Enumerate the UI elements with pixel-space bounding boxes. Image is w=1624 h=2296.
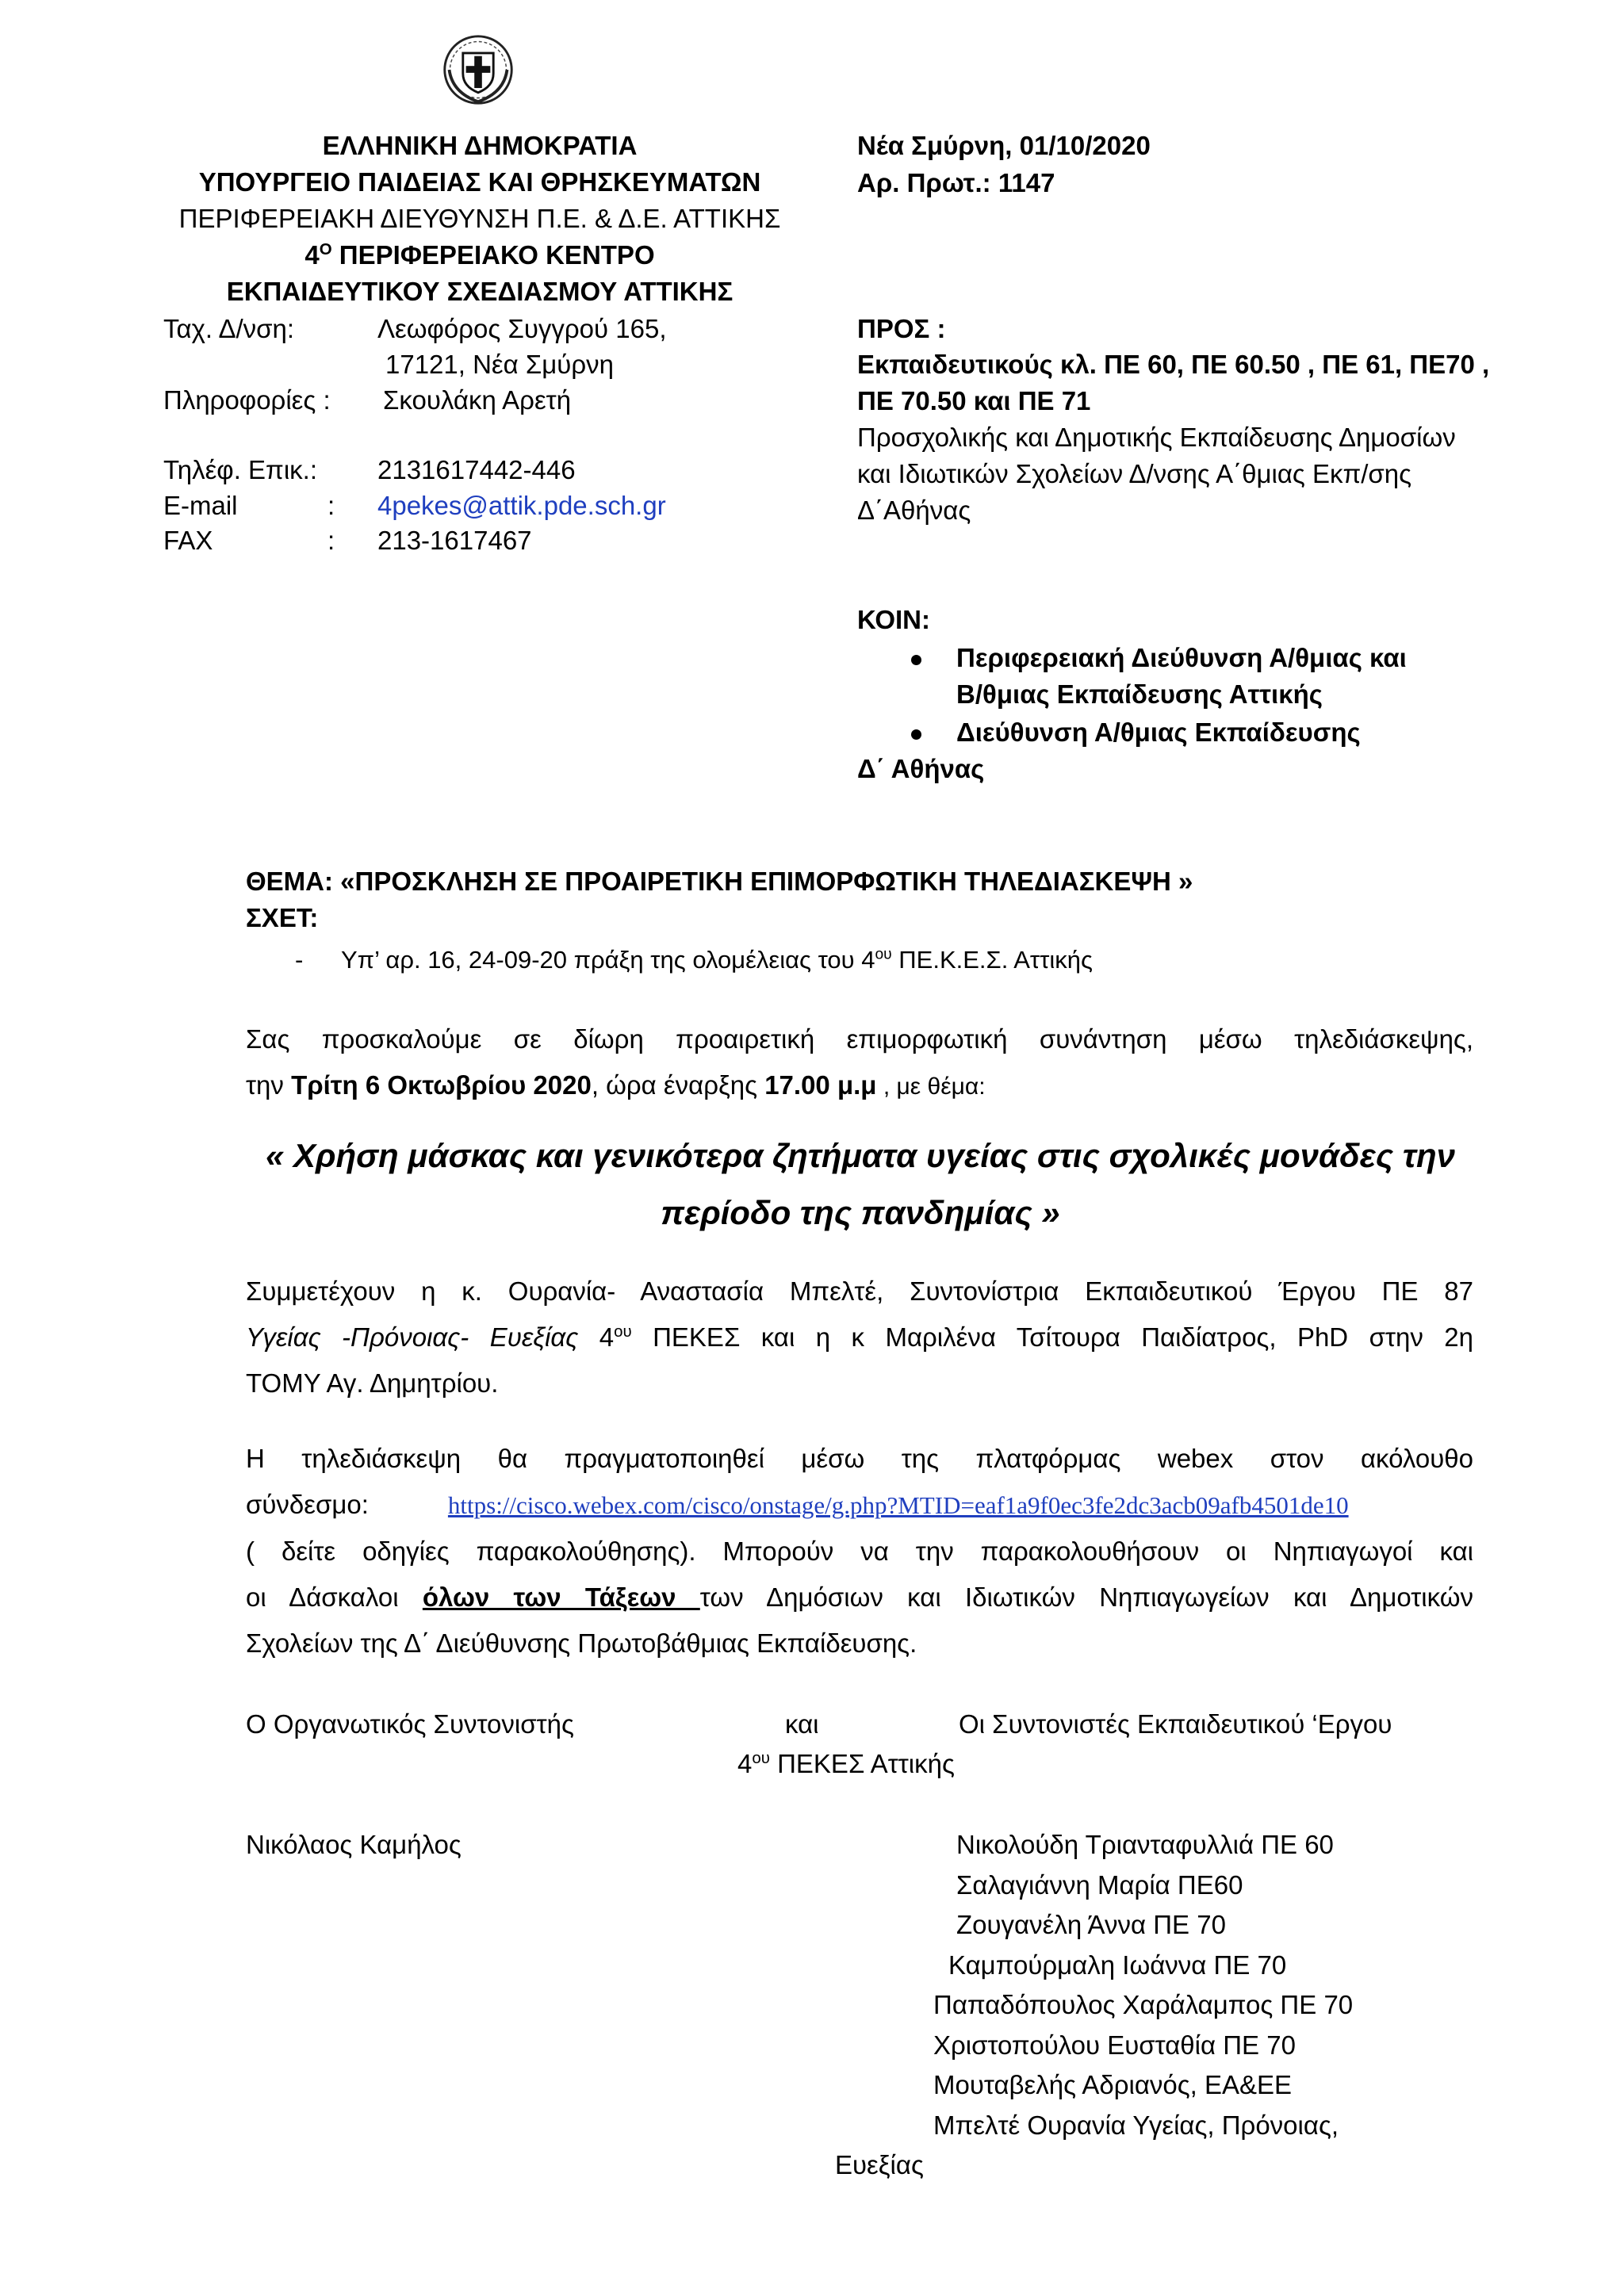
fax-colon: : [327,526,335,555]
webinar-title-line1: « Χρήση μάσκας και γενικότερα ζητήματα υγείας στις σχολικές μονάδες την [265,1137,1456,1174]
coordinator-name-8-cont: Ευεξίας [835,2150,924,2179]
participants-c: ΠΕΚΕΣ και η κ Μαριλένα Τσίτουρα Παιδίατρος, PhD στην 2η [631,1322,1473,1352]
coordinator-title: Ο Οργανωτικός Συντονιστής [246,1709,574,1739]
subject-label: ΘΕΜΑ [246,867,324,896]
reference-label: ΣΧΕΤ: [246,903,319,932]
invitation-c: , με θέμα: [876,1073,986,1100]
info-label: Πληροφορίες : [163,385,331,415]
coordinator-name: Νικόλαος Καμήλος [246,1830,462,1859]
cc-item2-cont: Δ΄ Αθήνας [857,754,985,783]
country-name: ΕΛΛΗΝΙΚΗ ΔΗΜΟΚΡΑΤΙΑ [322,131,638,160]
greek-emblem-icon [440,32,516,108]
fax-value: 213-1617467 [377,526,532,555]
reference-dash: - [295,946,304,974]
platform-link-label: σύνδεσμο: [246,1490,369,1519]
coordinator-name-4: Καμπούρμαλη Ιωάννα ΠΕ 70 [948,1950,1287,1980]
place-date: Νέα Σμύρνη, 01/10/2020 [857,131,1151,160]
coordinator-name-8: Μπελτέ Ουρανία Υγείας, Πρόνοιας, [933,2110,1339,2140]
pekes-text: ΠΕΚΕΣ Αττικής [769,1749,955,1778]
pekes-number: 4 [737,1749,753,1778]
coordinator-name-1: Νικολούδη Τριανταφυλλιά ΠΕ 60 [956,1830,1334,1859]
bullet-icon [911,729,921,740]
platform-link-line [246,1482,1473,1529]
invitation-day: Τρίτη 6 Οκτωβρίου 2020 [291,1070,592,1100]
to-label: ΠΡΟΣ : [857,314,946,343]
email-label: E-mail [163,491,238,520]
coordinator-name-7: Μουταβελής Αδριανός, ΕΑ&ΕΕ [933,2070,1293,2099]
participants-role: Υγείας -Πρόνοιας- Ευεξίας [246,1322,579,1352]
participants-line1: Συμμετέχουν η κ. Ουρανία- Αναστασία Μπελτέ, Συντονίστρια Εκπαιδευτικού Έργου ΠΕ 87 [246,1276,1473,1306]
participants-line3: ΤΟΜΥ Αγ. Δημητρίου. [246,1368,499,1398]
to-line1: Εκπαιδευτικούς κλ. ΠΕ 60, ΠΕ 60.50 , ΠΕ 61, ΠΕ70 , [857,350,1490,379]
reference-text-b: ΠΕ.Κ.Ε.Σ. Αττικής [891,946,1093,974]
invitation-line1: Σας προσκαλούμε σε δίωρη προαιρετική επιμορφωτική συνάντηση μέσω τηλεδιάσκεψης, [246,1024,1473,1054]
reference-ordinal: ου [875,946,892,963]
center-number: 4 [304,240,320,270]
platform-paragraph [246,1436,1473,1667]
center-name-line2: ΕΚΠΑΙΔΕΥΤΙΚΟΥ ΣΧΕΔΙΑΣΜΟΥ ΑΤΤΙΚΗΣ [226,277,733,306]
participants-ordinal: ου [614,1322,632,1341]
participants-b: 4 [578,1322,615,1352]
bullet-icon [911,655,921,665]
protocol-number: Αρ. Πρωτ.: 1147 [857,168,1055,197]
info-value: Σκουλάκη Αρετή [383,385,572,415]
invitation-line2 [246,1062,1473,1110]
coordinator-name-2: Σαλαγιάννη Μαρία ΠΕ60 [956,1870,1243,1900]
invitation-a: την [246,1070,292,1100]
center-line1: ΠΕΡΙΦΕΡΕΙΑΚΟ ΚΕΝΤΡΟ [331,240,655,270]
coordinator-name-5: Παπαδόπουλος Χαράλαμπος ΠΕ 70 [933,1990,1354,2019]
invitation-time: 17.00 μ.μ [764,1070,877,1100]
coordinator-name-6: Χριστοπούλου Ευσταθία ΠΕ 70 [933,2030,1296,2060]
center-name [163,239,797,271]
cc-item1-line2: Β/θμιας Εκπαίδευσης Αττικής [956,679,1323,709]
to-line3: Προσχολικής και Δημοτικής Εκπαίδευσης Δημοσίων [857,423,1456,452]
coordinators-title: Οι Συντονιστές Εκπαιδευτικού ‘Εργου [959,1709,1392,1739]
subject-line [246,866,1193,897]
platform-line1: Η τηλεδιάσκεψη θα πραγματοποιηθεί μέσω της πλατφόρμας webex στον ακόλουθο [246,1444,1473,1473]
platform-line5: Σχολείων της Δ΄ Διεύθυνσης Πρωτοβάθμιας Εκπαίδευσης. [246,1628,917,1658]
address-label: Ταχ. Δ/νση: [163,314,295,343]
and-word: και [785,1709,819,1739]
center-ordinal: Ο [319,240,332,258]
invitation-paragraph [246,1016,1473,1110]
phone-value: 2131617442-446 [377,455,576,484]
address-line1: Λεωφόρος Συγγρού 165, [377,314,667,343]
email-link[interactable]: 4pekes@attik.pde.sch.gr [377,491,666,520]
cc-item1-line1: Περιφερειακή Διεύθυνση Α/θμιας και [956,643,1407,672]
email-colon: : [327,491,335,520]
participants-paragraph [246,1269,1473,1406]
pekes-ordinal: ου [752,1749,770,1767]
coordinator-name-3: Ζουγανέλη Άννα ΠΕ 70 [956,1910,1226,1939]
to-line4: και Ιδιωτικών Σχολείων Δ/νσης Α΄θμιας Εκπ/σης [857,459,1412,488]
platform-line3: ( δείτε οδηγίες παρακολούθησης). Μπορούν να την παρακολουθήσουν οι Νηπιαγωγοί και [246,1536,1473,1566]
directorate-name: ΠΕΡΙΦΕΡΕΙΑΚΗ ΔΙΕΥΘΥΝΣΗ Π.Ε. & Δ.Ε. ΑΤΤΙΚΗΣ [178,204,781,233]
webex-link[interactable]: https://cisco.webex.com/cisco/onstage/g.php?MTID=eaf1a9f0ec3fe2dc3acb09afb4501de10 [447,1491,1349,1519]
to-line5: Δ΄Αθήνας [857,496,971,525]
invitation-b: , ώρα έναρξης [591,1070,765,1100]
reference-text [341,945,1093,974]
to-line2: ΠΕ 70.50 και ΠΕ 71 [857,386,1091,415]
platform-line4 [246,1575,1473,1621]
platform-b: των Δημόσιων και Ιδιωτικών Νηπιαγωγείων και Δημοτικών [699,1582,1473,1612]
cc-label: ΚΟΙΝ: [857,605,930,634]
platform-all-classes: όλων των Τάξεων [422,1582,700,1612]
reference-text-a: Υπ’ αρ. 16, 24-09-20 πράξη της ολομέλειας του 4 [341,946,875,974]
fax-label: FAX [163,526,213,555]
webinar-title-line2: περίοδο της πανδημίας » [661,1194,1060,1231]
pekes-attica [737,1748,955,1780]
cc-item2: Διεύθυνση Α/θμιας Εκπαίδευσης [956,718,1361,747]
address-line2: 17121, Νέα Σμύρνη [385,350,614,379]
ministry-name: ΥΠΟΥΡΓΕΙΟ ΠΑΙΔΕΙΑΣ ΚΑΙ ΘΡΗΣΚΕΥΜΑΤΩΝ [198,167,761,197]
platform-a: οι Δάσκαλοι [246,1582,423,1612]
participants-line2 [246,1314,1473,1360]
subject-text: : «ΠΡΟΣΚΛΗΣΗ ΣΕ ΠΡΟΑΙΡΕΤΙΚΗ ΕΠΙΜΟΡΦΩΤΙΚΗ ΤΗΛΕΔΙΑΣΚΕΨΗ » [324,867,1193,896]
phone-label: Τηλέφ. Επικ.: [163,455,317,484]
